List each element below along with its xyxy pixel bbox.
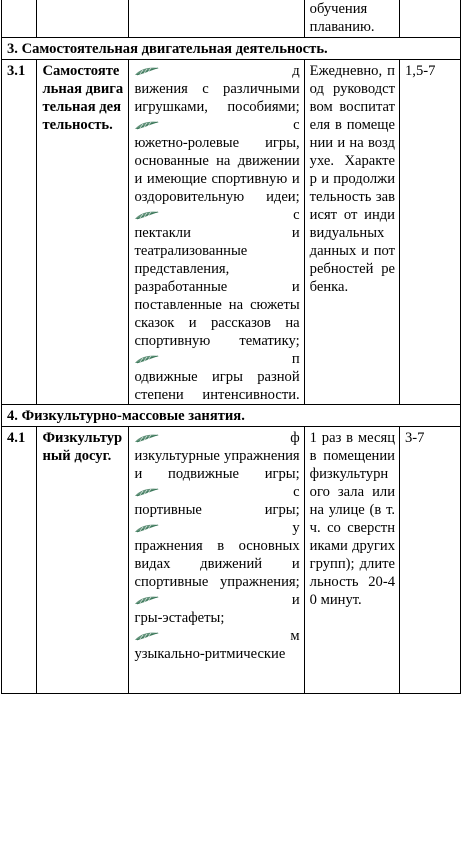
bullet-item xyxy=(134,206,299,350)
age-cell: 1,5-7 xyxy=(400,60,461,405)
bullet-item-initial: ф xyxy=(290,430,300,446)
age-cell: 3-7 xyxy=(400,427,461,694)
conditions-cell: Ежедневно, под руководством воспитателя в помещении и на воздухе. Характер и продолжительность зависят от индивидуальных данных и потребностей ребенка. xyxy=(304,60,399,405)
activity-items-list xyxy=(134,62,299,404)
bullet-item-initial: д xyxy=(292,63,300,79)
section-3-title: 3. Самостоятельная двигательная деятельность. xyxy=(2,38,461,60)
bullet-item-lead xyxy=(134,62,299,80)
section-header-row xyxy=(2,38,461,60)
bullet-item xyxy=(134,483,299,519)
bullet-item-initial: с xyxy=(293,207,300,223)
activity-content-cell xyxy=(129,60,304,405)
bullet-item-lead xyxy=(134,350,299,368)
leaf-bullet-icon xyxy=(134,486,160,498)
bullet-item-lead xyxy=(134,627,299,645)
bullet-item-lead xyxy=(134,116,299,134)
bullet-item-initial: п xyxy=(291,351,300,367)
bullet-item-lead xyxy=(134,206,299,224)
bullet-item xyxy=(134,627,299,663)
section-header-row xyxy=(2,405,461,427)
activity-table xyxy=(1,0,461,694)
activity-name: Самостоятельная двигательная деятельность. xyxy=(37,60,129,405)
leaf-bullet-icon xyxy=(134,594,160,606)
top-conditions-text: обучения плаванию. xyxy=(309,1,375,35)
cell-empty xyxy=(2,0,37,38)
row-number: 4.1 xyxy=(2,427,37,694)
leaf-bullet-icon xyxy=(134,522,160,534)
bullet-item-initial: м xyxy=(290,628,300,644)
activity-items-list xyxy=(134,429,299,663)
leaf-bullet-icon xyxy=(134,119,160,131)
cell-empty xyxy=(400,0,461,38)
bullet-item xyxy=(134,519,299,591)
activity-content-cell xyxy=(129,427,304,694)
bullet-item-text: изкультурные упражнения и подвижные игры; xyxy=(134,448,300,482)
cell-empty xyxy=(129,0,304,38)
bullet-item-text: вижения с различными игрушками, пособиями; xyxy=(134,81,300,115)
bullet-item-text: гры-эстафеты; xyxy=(134,610,225,626)
bullet-item-initial: у xyxy=(292,520,300,536)
bullet-item-text: южетно-ролевые игры, основанные на движении и имеющие спортивную и оздоровительную идеи; xyxy=(134,135,300,205)
table-row xyxy=(2,427,461,694)
bullet-item xyxy=(134,116,299,206)
row-number: 3.1 xyxy=(2,60,37,405)
bullet-item-text: пражнения в основных видах движений и спортивные упражнения; xyxy=(134,538,300,590)
bullet-item-text: портивные игры; xyxy=(134,502,300,518)
bullet-item-lead xyxy=(134,591,299,609)
conditions-cell: 1 раз в месяц в помещении физкультурного зала или на улице (в т.ч. со сверстниками других групп); длительность 20-40 минут. xyxy=(304,427,399,694)
bullet-item-initial: и xyxy=(291,592,300,608)
section-4-title: 4. Физкультурно-массовые занятия. xyxy=(2,405,461,427)
bullet-item-text: узыкально-ритмические xyxy=(134,646,286,662)
activity-name: Физкультурный досуг. xyxy=(37,427,129,694)
leaf-bullet-icon xyxy=(134,65,160,77)
bullet-item-text: пектакли и театрализованные представления, разработанные и поставленные на сюжеты сказок и рассказов на спортивную тематику; xyxy=(134,225,300,349)
bullet-item-lead xyxy=(134,483,299,501)
leaf-bullet-icon xyxy=(134,209,160,221)
bullet-item xyxy=(134,350,299,404)
leaf-bullet-icon xyxy=(134,432,160,444)
bullet-item xyxy=(134,591,299,627)
leaf-bullet-icon xyxy=(134,630,160,642)
bullet-item xyxy=(134,429,299,483)
cell-empty xyxy=(37,0,129,38)
table-row xyxy=(2,60,461,405)
leaf-bullet-icon xyxy=(134,353,160,365)
bullet-item-initial: с xyxy=(293,484,300,500)
bullet-item xyxy=(134,62,299,116)
bullet-item-lead xyxy=(134,429,299,447)
table-row xyxy=(2,0,461,38)
bullet-item-lead xyxy=(134,519,299,537)
top-conditions-cell xyxy=(304,0,399,38)
bullet-item-initial: с xyxy=(293,117,300,133)
bullet-item-text: одвижные игры разной степени интенсивности. xyxy=(134,369,300,403)
